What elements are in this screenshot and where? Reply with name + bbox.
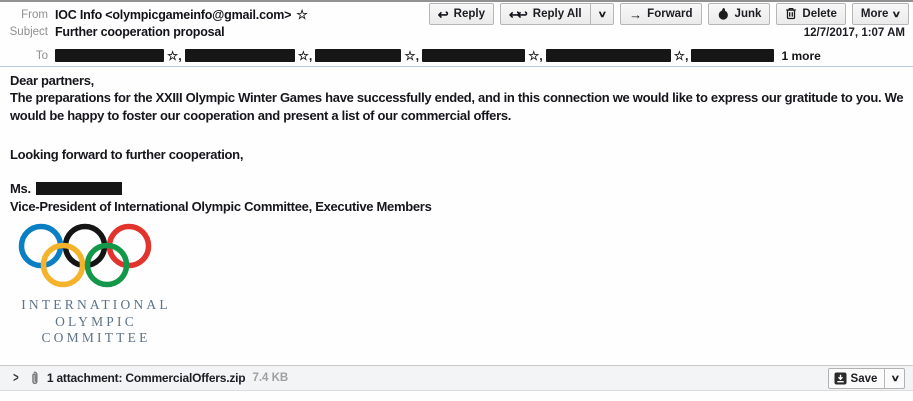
trash-icon — [785, 6, 797, 22]
redacted-recipient[interactable] — [546, 49, 671, 62]
attachment-bar — [0, 365, 913, 391]
star-icon[interactable]: ☆, — [528, 49, 543, 63]
ioc-line-2: OLYMPIC — [55, 313, 137, 329]
star-icon[interactable]: ☆, — [297, 49, 313, 63]
junk-flame-icon — [717, 7, 730, 22]
junk-button[interactable] — [708, 3, 771, 25]
olympic-rings-logo — [16, 221, 166, 293]
chevron-down-icon[interactable]: ∨ — [596, 8, 607, 19]
reply-button[interactable] — [429, 3, 494, 25]
message-date: 12/7/2017, 1:07 AM — [803, 27, 905, 39]
to-recipients — [55, 48, 821, 63]
redacted-recipient[interactable] — [55, 49, 164, 62]
star-icon[interactable]: ☆ — [296, 7, 308, 22]
signature-line — [10, 180, 122, 198]
scan-artifact-line — [0, 0, 913, 2]
star-icon[interactable]: ☆, — [404, 49, 420, 63]
save-label: Save — [850, 372, 878, 385]
ioc-wordmark — [4, 297, 188, 347]
chevron-down-icon: ∨ — [891, 8, 902, 19]
reply-all-label: Reply All — [532, 8, 582, 20]
attachment-expander-icon[interactable]: > — [13, 370, 19, 386]
chevron-down-icon[interactable]: ∨ — [890, 373, 901, 383]
forward-button[interactable] — [620, 3, 701, 25]
reply-all-arrow-icon: ↩ — [508, 6, 520, 22]
more-button[interactable] — [852, 3, 909, 25]
to-row — [6, 48, 909, 63]
button-divider — [590, 4, 591, 24]
save-attachment-button[interactable] — [828, 368, 905, 389]
subject-value: Further cooperation proposal — [55, 25, 225, 39]
from-label: From — [21, 9, 48, 21]
subject-row — [6, 25, 224, 39]
star-icon[interactable]: ☆, — [167, 49, 182, 63]
redacted-recipient[interactable] — [315, 49, 401, 62]
attachment-summary[interactable]: 1 attachment: CommercialOffers.zip — [46, 371, 246, 385]
delete-button[interactable] — [776, 3, 846, 25]
header-separator — [0, 66, 913, 67]
delete-label: Delete — [802, 8, 837, 20]
body-paragraph: The preparations for the XXIII Olympic Winter Games have successfully ended, and in this connection we would like to express our gratitude to you. We would be happy to foster our cooperation and present a list of our commercial offers. — [10, 90, 904, 123]
from-address[interactable]: IOC Info <olympicgameinfo@gmail.com> — [55, 8, 292, 22]
body-closing: Looking forward to further cooperation, — [10, 147, 244, 162]
save-icon — [834, 372, 847, 385]
signature-prefix: Ms. — [10, 181, 31, 196]
ioc-line-1: INTERNATIONAL — [21, 297, 171, 312]
forward-arrow-icon: → — [629, 6, 643, 22]
forward-label: Forward — [647, 8, 693, 20]
subject-label: Subject — [9, 26, 48, 38]
signature-title: Vice-President of International Olympic Committee, Executive Members — [10, 199, 432, 214]
reply-label: Reply — [453, 8, 485, 20]
reply-arrow-icon: ↩ — [437, 6, 449, 22]
attachment-size: 7.4 KB — [252, 372, 289, 384]
more-label: More — [860, 8, 889, 20]
message-toolbar — [429, 3, 909, 25]
button-divider — [884, 369, 885, 388]
reply-all-arrow-icon: ↩ — [516, 6, 528, 22]
star-icon[interactable]: ☆, — [673, 49, 689, 63]
redacted-recipient[interactable] — [185, 49, 295, 62]
paperclip-icon — [29, 370, 40, 386]
body-greeting: Dear partners, — [10, 73, 94, 88]
to-overflow[interactable]: 1 more — [781, 48, 821, 63]
redacted-signature-name — [36, 182, 122, 195]
redacted-recipient[interactable] — [422, 49, 525, 62]
junk-label: Junk — [734, 8, 762, 20]
redacted-recipient[interactable] — [691, 49, 774, 62]
to-label: To — [35, 49, 48, 62]
reply-all-button[interactable] — [500, 3, 614, 25]
from-row — [6, 7, 308, 23]
ioc-line-3: COMMITTEE — [41, 330, 151, 345]
